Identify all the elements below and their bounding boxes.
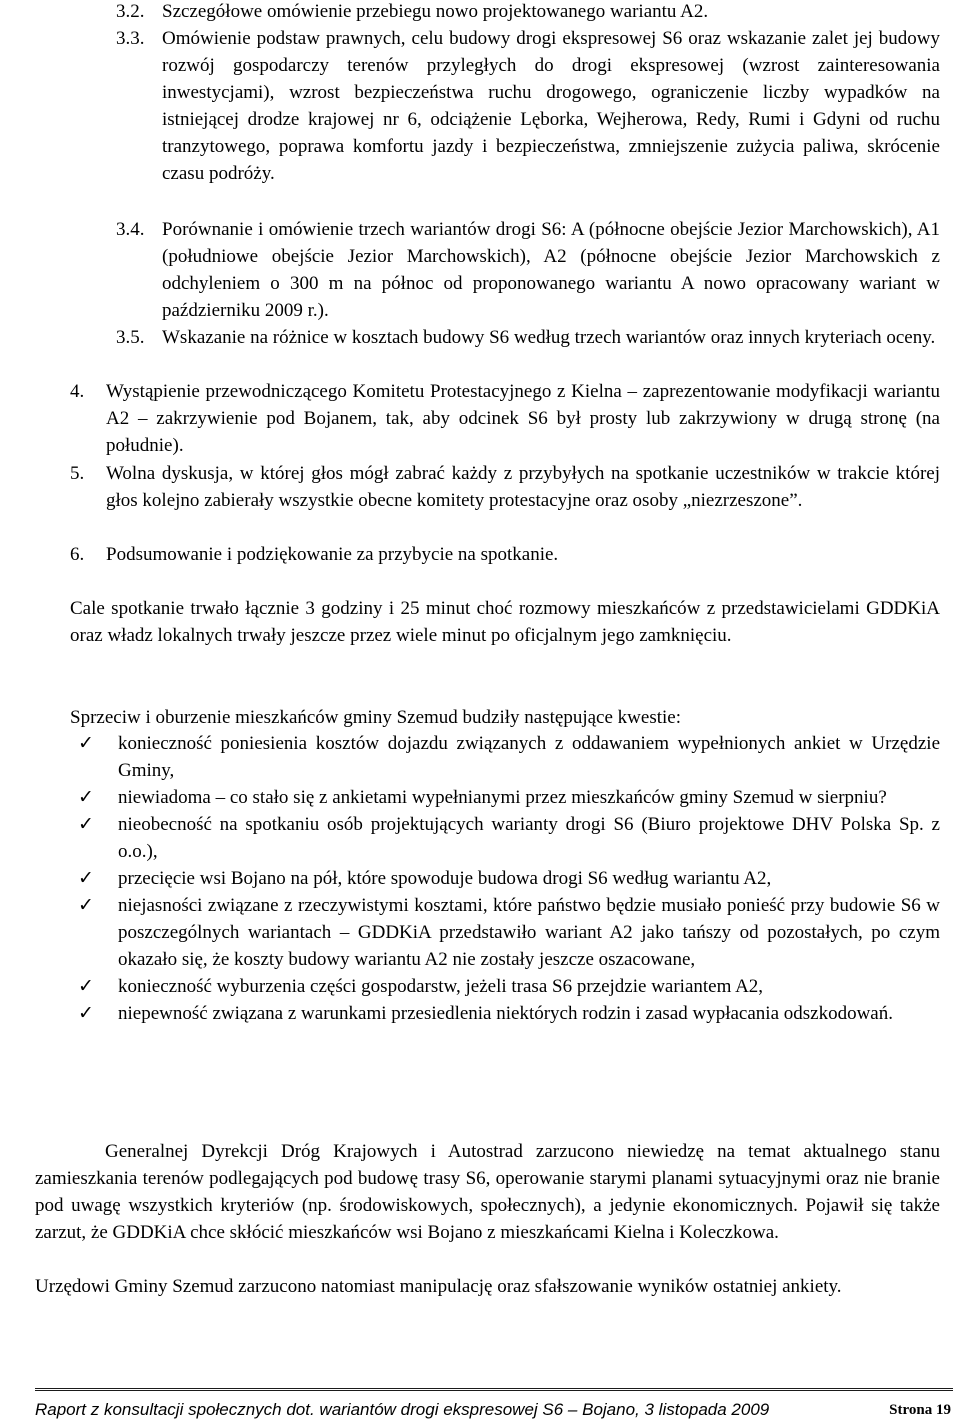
subitem-number: 3.5. [116, 327, 145, 348]
item-number: 5. [70, 463, 85, 484]
duration-paragraph: Cale spotkanie trwało łącznie 3 godziny i 25 minut choć rozmowy mieszkańców z przedstawicielami GDDKiA oraz władz lokalnych trwały jeszcze przez wiele minut po oficjalnym jego zamknięciu. [70, 598, 940, 646]
subitem-3-3 [116, 25, 940, 187]
closing-paragraph-gddkia: Generalnej Dyrekcji Dróg Krajowych i Autostrad zarzucono niewiedzę na temat aktualnego stanu zamieszkania terenów podlegających pod budowę trasy S6, operowanie starymi planami sytuacyjnymi oraz nie branie pod uwagę wszystkich kryteriów (np. środowiskowych, społecznych), a jedynie ekonomicznych. Pojawił się także zarzut, że GDDKiA chce skłócić mieszkańców wsi Bojano z mieszkańcami Kielna i Koleczkowa. [35, 1141, 940, 1243]
list-item: ✓ niejasności związane z rzeczywistymi kosztami, które państwo będzie musiało ponieść przy budowie S6 w poszczególnych wariantach – GDDKiA przedstawiło wariant A2 jako tańszy od pozostałych, po czym okazało się, że koszty budowy wariantu A2 nie zostały jeszcze oszacowane, [78, 894, 940, 970]
subitem-number: 3.3. [116, 28, 145, 49]
agenda-item-5 [70, 460, 940, 514]
subitem-text: Wskazanie na różnice w kosztach budowy S6 według trzech wariantów oraz innych kryteriach oceny. [162, 327, 936, 348]
footer-title: Raport z konsultacji społecznych dot. wariantów drogi ekspresowej S6 – Bojano, 3 listopada 2009 [35, 1400, 770, 1419]
check-icon: ✓ [78, 867, 94, 889]
list-item: ✓ przecięcie wsi Bojano na pół, które spowoduje budowa drogi S6 według wariantu A2, [78, 865, 940, 892]
subitem-number: 3.4. [116, 219, 145, 240]
agenda-item-6 [70, 541, 940, 568]
check-icon: ✓ [78, 813, 94, 835]
subitem-3-5 [116, 324, 940, 351]
check-icon: ✓ [78, 732, 94, 754]
subitem-3-2 [116, 0, 940, 25]
concerns-intro: Sprzeciw i oburzenie mieszkańców gminy Szemud budziły następujące kwestie: [70, 707, 681, 728]
subitem-3-4 [116, 216, 940, 324]
check-icon: ✓ [78, 1002, 94, 1024]
list-item: ✓ niewiadoma – co stało się z ankietami wypełnianymi przez mieszkańców gminy Szemud w sierpniu? [78, 784, 940, 811]
subitem-text: Omówienie podstaw prawnych, celu budowy drogi ekspresowej S6 oraz wskazanie zalet jej budowy rozwój gospodarczy terenów przyległych do drogi ekspresowej (wzrost zainteresowania inwestycjami), wzrost bezpieczeństwa ruchu drogowego, ograniczenie liczby wypadków na istniejącej drodze krajowej nr 6, odciążenie Lęborka, Wejherowa, Redy, Rumi i Gdyni od ruchu tranzytowego, poprawa komfortu jazdy i bezpieczeństwa, zmniejszenie zużycia paliwa, skrócenie czasu podróży. [162, 28, 940, 184]
footer-divider [35, 1388, 953, 1391]
subitem-text: Szczegółowe omówienie przebiegu nowo projektowanego wariantu A2. [162, 1, 709, 22]
list-item: ✓ nieobecność na spotkaniu osób projektujących warianty drogi S6 (Biuro projektowe DHV Polska Sp. z o.o.), [78, 813, 940, 862]
item-number: 4. [70, 381, 85, 402]
check-icon: ✓ [78, 975, 94, 997]
list-item: ✓ konieczność poniesienia kosztów dojazdu związanych z oddawaniem wypełnionych ankiet w Urzędzie Gminy, [78, 732, 940, 781]
subitem-text: Porównanie i omówienie trzech wariantów drogi S6: A (północne obejście Jezior Marchowskich), A1 (południowe obejście Jezior Marchowskich), A2 (północne obejście Jezior Marchowskich z odchyleniem o 300 m na północ od proponowanego wariantu A nowo opracowany wariant w październiku 2009 r.). [162, 219, 940, 321]
item-text: Wystąpienie przewodniczącego Komitetu Protestacyjnego z Kielna – zaprezentowanie modyfikacji wariantu A2 – zakrzywienie pod Bojanem, tak, aby odcinek S6 był prosty lub zakrzywiony w drugą stronę (na południe). [106, 381, 940, 456]
list-item: ✓ niepewność związana z warunkami przesiedlenia niektórych rodzin i zasad wypłacania odszkodowań. [78, 1000, 940, 1027]
subitem-number: 3.2. [116, 1, 145, 22]
closing-paragraph-urzad: Urzędowi Gminy Szemud zarzucono natomiast manipulację oraz sfałszowanie wyników ostatniej ankiety. [35, 1276, 842, 1297]
concerns-list [78, 730, 940, 1027]
page-footer [35, 1400, 953, 1420]
check-icon: ✓ [78, 786, 94, 808]
agenda-item-4 [70, 378, 940, 459]
check-icon: ✓ [78, 894, 94, 916]
page-number: Strona 19 [889, 1402, 951, 1418]
item-text: Podsumowanie i podziękowanie za przybycie na spotkanie. [106, 544, 559, 565]
list-item: ✓ konieczność wyburzenia części gospodarstw, jeżeli trasa S6 przejdzie wariantem A2, [78, 973, 940, 1000]
item-number: 6. [70, 544, 85, 565]
item-text: Wolna dyskusja, w której głos mógł zabrać każdy z przybyłych na spotkanie uczestników w trakcie której głos kolejno zabierały wszystkie obecne komitety protestacyjne oraz osoby „niezrzeszone”. [106, 463, 940, 511]
